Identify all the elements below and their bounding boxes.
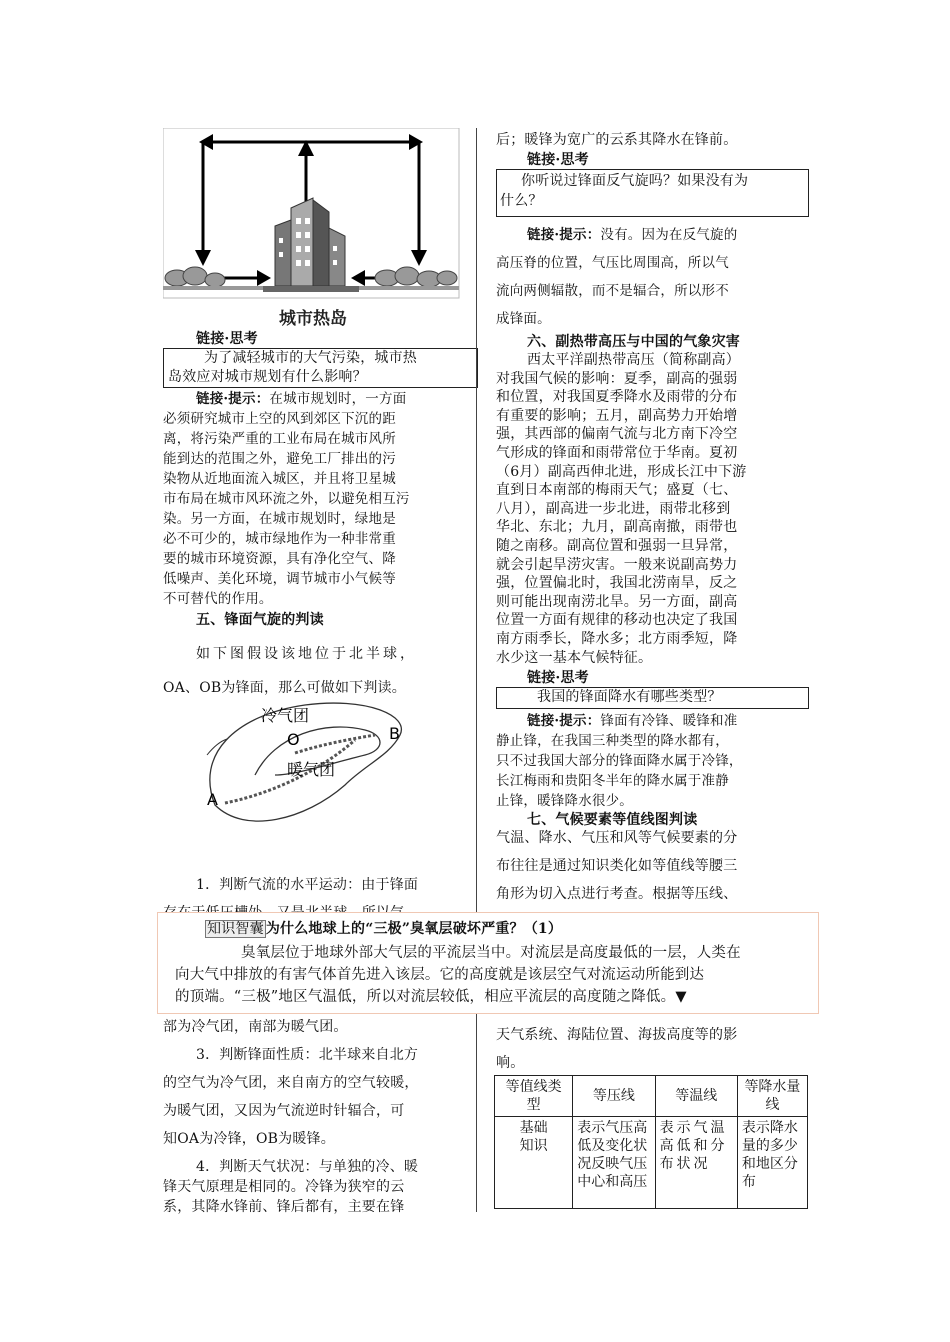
after-popup-line: 天气系统、海陆位置、海拔高度等的影 <box>496 1027 738 1043</box>
section6-line: 随之南移。副高位置和强弱一旦异常， <box>496 538 738 554</box>
hint1-line: 离，将污染严重的工业布局在城市风所 <box>163 431 396 447</box>
popup-line: 臭氧层位于地球外部大气层的平流层当中。对流层是高度最低的一层，人类在 <box>241 945 741 961</box>
hint1-line: 必须研究城市上空的风到郊区下沉的距 <box>163 411 396 427</box>
section6-line: （6月）副高西伸北进，形成长江中下游 <box>496 463 747 480</box>
section7-line: 气温、降水、气压和风等气候要素的分 <box>496 830 738 846</box>
table-header: 等压线 <box>573 1076 655 1117</box>
link3-heading: 链接·思考 <box>527 670 589 686</box>
knowledge-tip-popup[interactable] <box>157 912 819 1014</box>
item2-tail: 部为冷气团，南部为暖气团。 <box>163 1019 348 1035</box>
figure1-caption: 城市热岛 <box>279 309 347 329</box>
isoline-table <box>494 1075 808 1209</box>
item3-line: 知OA为冷锋，OB为暖锋。 <box>163 1131 335 1147</box>
item1-line: 1．判断气流的水平运动：由于锋面 <box>196 877 419 893</box>
hint1-line: 能到达的范围之外，避免工厂排出的污 <box>163 451 396 467</box>
hint3-line: 止锋，暖锋降水很少。 <box>496 793 633 809</box>
section6-line: 对我国气候的影响：夏季，副高的强弱 <box>496 370 738 387</box>
section6-line: 西太平洋副热带高压（简称副高） <box>527 352 740 368</box>
hint1-line: 要的城市环境资源，具有净化空气、降 <box>163 551 396 567</box>
urban-heat-island-figure <box>163 128 460 338</box>
point-b-label: B <box>389 724 400 743</box>
link2-heading: 链接·思考 <box>527 152 589 168</box>
point-o-label: O <box>287 730 300 749</box>
hint3-line: 静止锋，在我国三种类型的降水都有， <box>496 733 729 749</box>
section6-line: 八月），副高进一步北进，雨带北移到 <box>496 500 731 517</box>
hint1-label: 链接·提示： <box>196 391 270 407</box>
warm-air-label: 暖气团 <box>287 760 336 779</box>
section6-line: 水少这一基本气候特征。 <box>496 649 653 666</box>
table-cell: 表示气压高低及变化状况反映气压中心和高压 <box>573 1117 655 1209</box>
table-header: 等降水量线 <box>737 1076 807 1117</box>
table-row-label: 基础知识 <box>495 1117 573 1209</box>
section6-line: 南方雨季长，降水多；北方雨季短，降 <box>496 631 738 647</box>
question1-line: 为了减轻城市的大气污染，城市热 <box>204 350 417 366</box>
hint2-label: 链接·提示： <box>527 227 601 243</box>
section5-title: 五、锋面气旋的判读 <box>196 612 324 628</box>
knowledge-tag[interactable]: 知识智囊 <box>207 921 264 937</box>
section6-line: 强，位置偏北时，我国北涝南旱，反之 <box>496 575 738 592</box>
cold-air-label: 冷气团 <box>261 706 310 725</box>
hint1-line: 染。另一方面，在城市规划时，绿地是 <box>163 511 396 527</box>
hint1-line: 不可替代的作用。 <box>163 591 273 607</box>
item3-line: 的空气为冷气团，来自南方的空气较暖， <box>163 1075 419 1091</box>
hint3-line: 长江梅雨和贵阳冬半年的降水属于准静 <box>496 773 729 789</box>
hint2-line: 流向两侧辐散，而不是辐合，所以形不 <box>496 283 729 299</box>
table-cell: 表示气温高低和分布状况 <box>655 1117 737 1209</box>
hint1-line: 必不可少的，城市绿地作为一种非常重 <box>163 531 396 547</box>
link1-heading: 链接·思考 <box>196 331 258 347</box>
item4-line: 4．判断天气状况：与单独的冷、暖 <box>196 1159 419 1175</box>
section6-line: 就会引起旱涝灾害。一般来说副高势力 <box>496 556 738 573</box>
section5-line: OA、OB为锋面，那么可做如下判读。 <box>163 680 406 696</box>
question3-line: 我国的锋面降水有哪些类型？ <box>537 689 722 705</box>
section6-line: 气形成的锋面和雨带常位于华南。夏初 <box>496 445 738 461</box>
section6-line: 华北、东北；九月，副高南撤，雨带也 <box>496 519 738 536</box>
hint3-line: 只不过我国大部分的锋面降水属于冷锋， <box>496 753 743 769</box>
hint2-line: 高压脊的位置，气压比周围高，所以气 <box>496 255 729 271</box>
section6-line: 有重要的影响；五月，副高势力开始增 <box>496 407 738 424</box>
item4-line: 锋天气原理是相同的。冷锋为狭窄的云 <box>163 1179 405 1195</box>
popup-line: 向大气中排放的有害气体首先进入该层。它的高度就是该层空气对流运动所能到达 <box>175 967 705 983</box>
table-cell: 表示降水量的多少和地区分布 <box>737 1117 807 1209</box>
section7-line: 布往往是通过知识类化如等值线等腰三 <box>496 858 738 874</box>
item4-line: 系，其降水锋前、锋后都有，主要在锋 <box>163 1199 405 1215</box>
section6-line: 直到日本南部的梅雨天气；盛夏（七、 <box>496 482 738 499</box>
frontal-cyclone-figure <box>195 695 415 845</box>
table-header: 等值线类型 <box>495 1076 573 1117</box>
popup-line[interactable]: 的顶端。“三极”地区气温低，所以对流层较低，相应平流层的高度随之降低。▼ <box>175 989 687 1005</box>
hint1-line: 染物从近地面流入城区，并且将卫星城 <box>163 471 396 487</box>
section6-title: 六、副热带高压与中国的气象灾害 <box>527 334 740 350</box>
point-a-label: A <box>207 790 218 809</box>
item3-line: 3．判断锋面性质：北半球来自北方 <box>196 1047 419 1063</box>
section7-line: 角形为切入点进行考查。根据等压线、 <box>496 886 738 902</box>
section6-line: 位置一方面有规律的移动也决定了我国 <box>496 612 738 629</box>
section5-line: 如下图假设该地位于北半球， <box>196 646 417 662</box>
hint1-line: 市布局在城市风环流之外，以避免相互污 <box>163 491 410 507</box>
hint1-line: 低噪声、美化环境，调节城市小气候等 <box>163 571 396 587</box>
question1-line: 岛效应对城市规划有什么影响？ <box>168 369 367 385</box>
popup-title: 为什么地球上的“三极”臭氧层破坏严重？（1） <box>265 921 563 937</box>
right-top-line: 后；暖锋为宽广的云系其降水在锋前。 <box>496 132 738 148</box>
hint2-line: 成锋面。 <box>496 311 551 327</box>
hint2-line: 没有。因为在反气旋的 <box>600 227 738 243</box>
column-divider <box>476 128 477 1212</box>
section6-line: 则可能出现南涝北旱。另一方面，副高 <box>496 593 738 610</box>
item3-line: 为暖气团，又因为气流逆时针辐合，可 <box>163 1103 405 1119</box>
section6-line: 强，其西部的偏南气流与北方南下冷空 <box>496 426 738 443</box>
section7-title: 七、气候要素等值线图判读 <box>527 812 698 828</box>
hint1-line: 在城市规划时，一方面 <box>269 391 407 407</box>
section6-line: 和位置，对我国夏季降水及雨带的分布 <box>496 389 738 406</box>
table-header: 等温线 <box>655 1076 737 1117</box>
question2-line: 你听说过锋面反气旋吗？如果没有为 <box>521 173 749 189</box>
hint3-label: 链接·提示： <box>527 713 601 729</box>
hint3-line: 锋面有冷锋、暖锋和准 <box>600 713 738 729</box>
after-popup-line: 响。 <box>496 1055 525 1071</box>
question2-line: 什么？ <box>500 193 543 209</box>
